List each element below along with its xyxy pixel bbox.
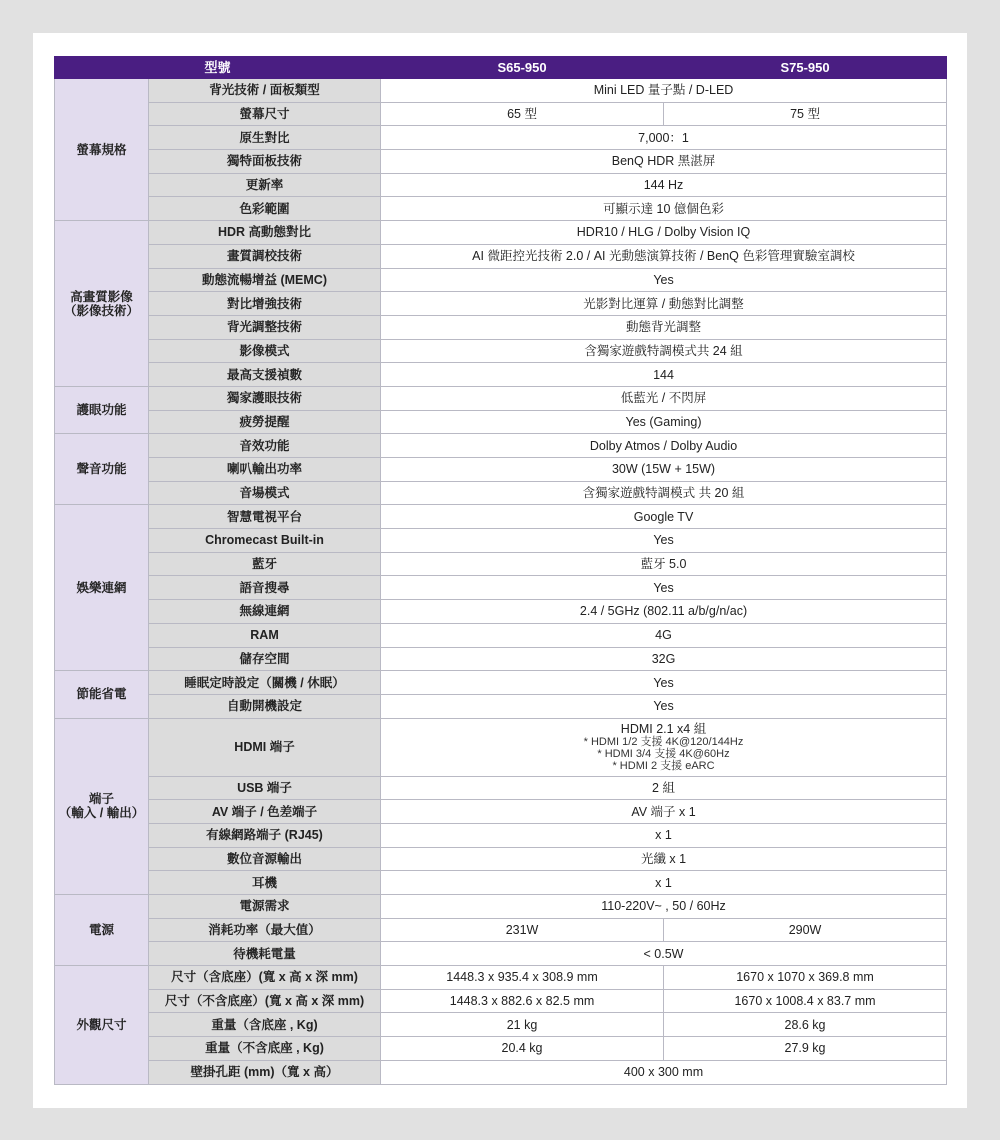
spec-label: 儲存空間 [149, 647, 381, 671]
spec-value [381, 895, 947, 919]
spec-value [381, 647, 947, 671]
spec-value-s75: 28.6 kg [664, 1013, 947, 1037]
spec-row [55, 942, 947, 966]
spec-table [54, 56, 947, 1085]
spec-value-s75: 1670 x 1070 x 369.8 mm [664, 966, 947, 990]
spec-row [55, 776, 947, 800]
spec-row [55, 410, 947, 434]
spec-row [55, 197, 947, 221]
spec-value [381, 576, 947, 600]
spec-note: * HDMI 3/4 支援 4K@60Hz [597, 748, 730, 761]
spec-value-text: 2.4 / 5GHz (802.11 a/b/g/n/ac) [579, 604, 748, 619]
spec-row [55, 292, 947, 316]
spec-row [55, 623, 947, 647]
spec-value [381, 268, 947, 292]
spec-value-text: Yes (Gaming) [625, 414, 702, 429]
spec-value-text: Yes [653, 580, 674, 595]
spec-label: HDR 高動態對比 [149, 221, 381, 245]
spec-value-text: 光纖 x 1 [640, 851, 687, 866]
spec-label: 動態流暢增益 (MEMC) [149, 268, 381, 292]
spec-value-s75: 1670 x 1008.4 x 83.7 mm [664, 989, 947, 1013]
spec-row [55, 529, 947, 553]
spec-row [55, 150, 947, 174]
spec-row [55, 918, 947, 942]
spec-row [55, 871, 947, 895]
spec-value [381, 1060, 947, 1084]
spec-row [55, 600, 947, 624]
spec-value-s65: 1448.3 x 935.4 x 308.9 mm [381, 966, 664, 990]
spec-label: 重量（不含底座 , Kg) [149, 1037, 381, 1061]
spec-row [55, 173, 947, 197]
spec-value [381, 623, 947, 647]
category-label: 端子 （輸入 / 輸出） [55, 718, 149, 894]
spec-row [55, 505, 947, 529]
spec-value [381, 529, 947, 553]
spec-label: 疲勞提醒 [149, 410, 381, 434]
spec-value-text: 4G [655, 628, 672, 643]
spec-value [381, 800, 947, 824]
spec-label: 對比增強技術 [149, 292, 381, 316]
spec-value-s65: 21 kg [381, 1013, 664, 1037]
spec-value [381, 600, 947, 624]
spec-value-text: x 1 [655, 828, 672, 843]
spec-label: 智慧電視平台 [149, 505, 381, 529]
spec-row [55, 1037, 947, 1061]
spec-row [55, 895, 947, 919]
spec-value [381, 315, 947, 339]
spec-value [381, 173, 947, 197]
spec-row [55, 458, 947, 482]
spec-label: 螢幕尺寸 [149, 102, 381, 126]
spec-value-text: < 0.5W [643, 946, 684, 961]
category-label: 電源 [55, 895, 149, 966]
spec-value-text: 144 Hz [643, 178, 684, 193]
spec-row [55, 363, 947, 387]
spec-row [55, 576, 947, 600]
spec-value [381, 197, 947, 221]
spec-value [381, 694, 947, 718]
spec-row [55, 386, 947, 410]
spec-value [381, 718, 947, 776]
spec-value [381, 847, 947, 871]
spec-value-text: 7,000：1 [638, 130, 689, 145]
spec-label: 無線連網 [149, 600, 381, 624]
spec-label: 原生對比 [149, 126, 381, 150]
spec-value [381, 942, 947, 966]
spec-value [381, 363, 947, 387]
spec-value [381, 410, 947, 434]
spec-value-s75: 290W [664, 918, 947, 942]
spec-value [381, 434, 947, 458]
spec-label: RAM [149, 623, 381, 647]
spec-value-s65: 231W [381, 918, 664, 942]
spec-value [381, 126, 947, 150]
spec-label: 獨家護眼技術 [149, 386, 381, 410]
spec-row [55, 1013, 947, 1037]
model-s75: S75-950 [664, 57, 947, 79]
spec-row [55, 847, 947, 871]
spec-value-text: 可顯示達 10 億個色彩 [603, 201, 724, 216]
spec-note: * HDMI 1/2 支援 4K@120/144Hz [583, 736, 744, 749]
category-label: 護眼功能 [55, 386, 149, 433]
spec-label: 音效功能 [149, 434, 381, 458]
spec-value-text: 動態背光調整 [626, 320, 702, 335]
spec-label: 獨特面板技術 [149, 150, 381, 174]
spec-value-s75: 27.9 kg [664, 1037, 947, 1061]
spec-value [381, 79, 947, 103]
category-label: 娛樂連網 [55, 505, 149, 671]
spec-label: 背光調整技術 [149, 315, 381, 339]
spec-label: AV 端子 / 色差端子 [149, 800, 381, 824]
spec-row [55, 102, 947, 126]
spec-row [55, 718, 947, 776]
model-header: 型號 [55, 57, 381, 79]
spec-row [55, 647, 947, 671]
spec-label: 最高支援禎數 [149, 363, 381, 387]
spec-value-text: 110-220V~ , 50 / 60Hz [601, 899, 726, 914]
spec-value-text: HDMI 2.1 x4 組 [620, 722, 707, 737]
spec-row [55, 244, 947, 268]
spec-label: 待機耗電量 [149, 942, 381, 966]
category-label: 外觀尺寸 [55, 966, 149, 1084]
spec-label: 背光技術 / 面板類型 [149, 79, 381, 103]
spec-value-text: Dolby Atmos / Dolby Audio [589, 438, 738, 453]
spec-value-text: 低藍光 / 不閃屏 [620, 391, 707, 406]
spec-value-text: 400 x 300 mm [623, 1065, 704, 1080]
spec-value-text: Yes [653, 675, 674, 690]
spec-label: HDMI 端子 [149, 718, 381, 776]
spec-row [55, 989, 947, 1013]
spec-value [381, 776, 947, 800]
spec-label: 耳機 [149, 871, 381, 895]
spec-row [55, 823, 947, 847]
spec-row [55, 800, 947, 824]
spec-label: USB 端子 [149, 776, 381, 800]
spec-value-text: Yes [653, 533, 674, 548]
model-s65: S65-950 [381, 57, 664, 79]
spec-value-s65: 1448.3 x 882.6 x 82.5 mm [381, 989, 664, 1013]
spec-value-text: Yes [653, 699, 674, 714]
spec-value-text: x 1 [655, 875, 672, 890]
spec-row [55, 268, 947, 292]
spec-value-text: AI 微距控光技術 2.0 / AI 光動態演算技術 / BenQ 色彩管理實驗室調校 [472, 249, 855, 264]
spec-label: 語音搜尋 [149, 576, 381, 600]
spec-value-text: 含獨家遊戲特調模式共 24 組 [584, 343, 743, 358]
spec-value-text: 30W (15W + 15W) [611, 462, 716, 477]
spec-value-text: 144 [653, 367, 674, 382]
category-label: 高畫質影像 （影像技術） [55, 221, 149, 387]
spec-row [55, 221, 947, 245]
spec-value-text: AV 端子 x 1 [631, 804, 696, 819]
spec-value-text: 32G [651, 651, 676, 666]
spec-label: 藍牙 [149, 552, 381, 576]
spec-label: 壁掛孔距 (mm)（寬 x 高） [149, 1060, 381, 1084]
spec-label: 畫質調校技術 [149, 244, 381, 268]
spec-row [55, 315, 947, 339]
spec-label: 有線網路端子 (RJ45) [149, 823, 381, 847]
spec-row [55, 79, 947, 103]
spec-row [55, 694, 947, 718]
spec-label: 音場模式 [149, 481, 381, 505]
spec-value [381, 221, 947, 245]
spec-value [381, 671, 947, 695]
spec-value [381, 823, 947, 847]
spec-label: 數位音源輸出 [149, 847, 381, 871]
spec-value [381, 481, 947, 505]
spec-value [381, 552, 947, 576]
spec-label: 重量（含底座 , Kg) [149, 1013, 381, 1037]
spec-value-text: HDR10 / HLG / Dolby Vision IQ [576, 225, 751, 240]
spec-value-text: Mini LED 量子點 / D-LED [593, 83, 734, 98]
spec-value [381, 505, 947, 529]
spec-value-text: 藍牙 5.0 [640, 557, 687, 572]
spec-label: 喇叭輸出功率 [149, 458, 381, 482]
spec-value [381, 871, 947, 895]
spec-value-s65: 20.4 kg [381, 1037, 664, 1061]
spec-row [55, 126, 947, 150]
spec-row [55, 966, 947, 990]
category-label: 聲音功能 [55, 434, 149, 505]
spec-label: 色彩範圍 [149, 197, 381, 221]
spec-row [55, 434, 947, 458]
spec-label: 尺寸（含底座）(寬 x 高 x 深 mm) [149, 966, 381, 990]
spec-value-text: Google TV [633, 509, 694, 524]
spec-label: 影像模式 [149, 339, 381, 363]
spec-value [381, 458, 947, 482]
spec-value-s65: 65 型 [381, 102, 664, 126]
spec-label: 消耗功率（最大值） [149, 918, 381, 942]
header-row [55, 57, 947, 79]
spec-label: Chromecast Built-in [149, 529, 381, 553]
spec-label: 自動開機設定 [149, 694, 381, 718]
spec-note: * HDMI 2 支援 eARC [612, 760, 715, 773]
spec-value-text: Yes [653, 272, 674, 287]
spec-row [55, 339, 947, 363]
spec-row [55, 481, 947, 505]
category-label: 節能省電 [55, 671, 149, 718]
spec-value [381, 244, 947, 268]
spec-label: 睡眠定時設定（關機 / 休眠） [149, 671, 381, 695]
spec-value [381, 292, 947, 316]
spec-label: 電源需求 [149, 895, 381, 919]
spec-row [55, 552, 947, 576]
spec-value-text: BenQ HDR 黑湛屏 [611, 154, 716, 169]
spec-value-s75: 75 型 [664, 102, 947, 126]
spec-value-text: 2 組 [652, 780, 675, 795]
spec-value-text: 含獨家遊戲特調模式 共 20 組 [582, 486, 745, 501]
spec-value [381, 150, 947, 174]
spec-value [381, 386, 947, 410]
spec-label: 更新率 [149, 173, 381, 197]
spec-value [381, 339, 947, 363]
spec-row [55, 671, 947, 695]
spec-row [55, 1060, 947, 1084]
category-label: 螢幕規格 [55, 79, 149, 221]
spec-value-text: 光影對比運算 / 動態對比調整 [583, 296, 744, 311]
spec-label: 尺寸（不含底座）(寬 x 高 x 深 mm) [149, 989, 381, 1013]
